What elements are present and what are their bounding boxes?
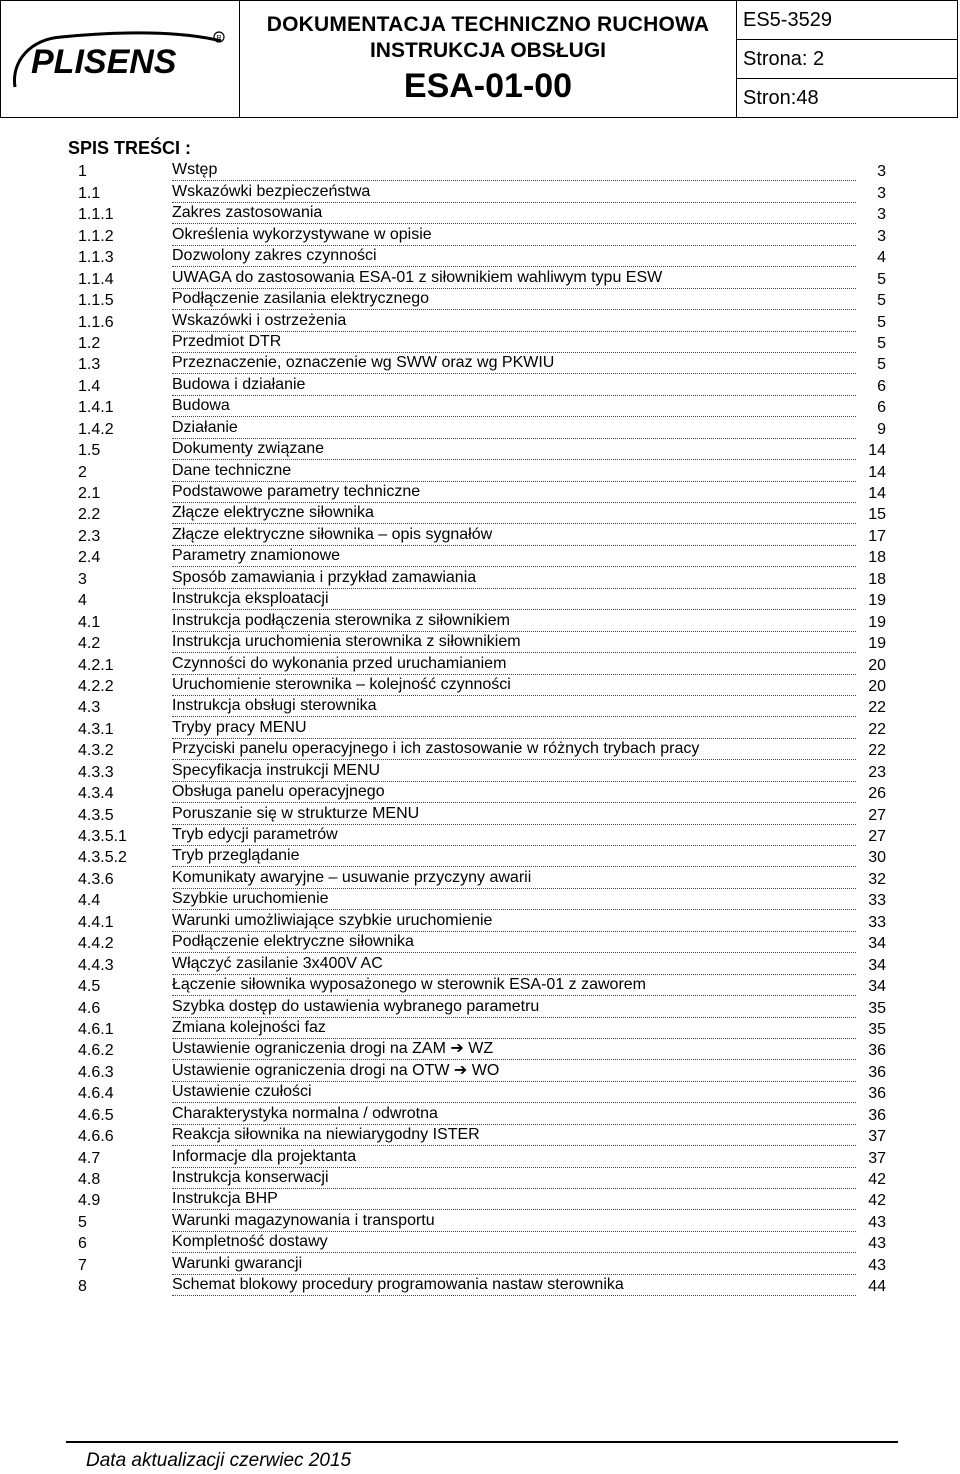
toc-entry-title: Czynności do wykonania przed uruchamianiem — [172, 655, 856, 675]
toc-entry[interactable] — [78, 1018, 886, 1039]
toc-entry[interactable] — [78, 1168, 886, 1189]
toc-entry[interactable] — [78, 546, 886, 567]
toc-entry[interactable] — [78, 332, 886, 353]
toc-entry-page: 43 — [868, 1235, 886, 1253]
toc-entry-page: 26 — [868, 785, 886, 803]
toc-entry-page: 42 — [868, 1171, 886, 1188]
toc-entry-title: Dane techniczne — [172, 462, 856, 482]
toc-entry[interactable] — [78, 246, 886, 267]
toc-entry-page: 5 — [877, 313, 886, 331]
toc-entry-number: 1.5 — [78, 442, 101, 460]
toc-entry-page: 34 — [868, 935, 886, 953]
toc-entry-title: Przeznaczenie, oznaczenie wg SWW oraz wg PKWIU — [172, 354, 856, 374]
toc-entry-page: 20 — [868, 656, 886, 674]
toc-entry-number: 4.7 — [78, 1149, 101, 1167]
toc-entry-title: Instrukcja eksploatacji — [172, 590, 856, 610]
toc-entry-title: Kompletność dostawy — [172, 1233, 856, 1253]
doc-code: ES5-3529 — [737, 1, 957, 40]
toc-entry-number: 4.6.4 — [78, 1085, 114, 1103]
toc-entry-title: Szybkie uruchomienie — [172, 890, 856, 910]
toc-entry-number: 1.1.6 — [78, 313, 114, 331]
toc-entry[interactable] — [78, 867, 886, 888]
toc-entry-title: Podłączenie zasilania elektrycznego — [172, 290, 856, 310]
toc-entry-number: 4.3 — [78, 699, 101, 717]
toc-entry[interactable] — [78, 696, 886, 717]
toc-entry-page: 20 — [868, 677, 886, 695]
toc-entry-title: Warunki gwarancji — [172, 1255, 856, 1275]
toc-entry[interactable] — [78, 589, 886, 610]
toc-entry[interactable] — [78, 353, 886, 374]
toc-entry-page: 33 — [868, 913, 886, 931]
toc-entry-title: Wskazówki bezpieczeństwa — [172, 183, 856, 203]
toc-entry-number: 1.1 — [78, 184, 101, 202]
toc-entry-number: 6 — [78, 1235, 87, 1253]
toc-entry-number: 4.2 — [78, 635, 101, 653]
toc-entry-number: 7 — [78, 1256, 87, 1274]
toc-entry-title: Schemat blokowy procedury programowania nastaw sterownika — [172, 1276, 856, 1296]
toc-entry-title: Dozwolony zakres czynności — [172, 247, 856, 267]
toc-entry-number: 4.3.5.1 — [78, 828, 127, 845]
toc-entry-page: 37 — [868, 1128, 886, 1146]
toc-entry-number: 2.3 — [78, 527, 101, 545]
toc-entry-page: 14 — [868, 485, 886, 502]
toc-entry-title: Łączenie siłownika wyposażonego w sterownik ESA-01 z zaworem — [172, 976, 856, 996]
toc-entry-title: Poruszanie się w strukturze MENU — [172, 805, 856, 825]
toc-entry-title: Zakres zastosowania — [172, 204, 856, 224]
svg-text:R: R — [216, 35, 222, 42]
toc-entry-number: 1.4.1 — [78, 399, 114, 417]
toc-entry-page: 34 — [868, 978, 886, 996]
toc-entry-title: Specyfikacja instrukcji MENU — [172, 762, 856, 782]
toc-entry-page: 36 — [868, 1042, 886, 1060]
toc-entry-page: 37 — [868, 1149, 886, 1167]
toc-entry[interactable] — [78, 803, 886, 824]
toc-entry[interactable] — [78, 653, 886, 674]
toc-entry[interactable] — [78, 610, 886, 631]
toc-entry-page: 22 — [868, 699, 886, 717]
toc-entry[interactable] — [78, 953, 886, 974]
toc-title: SPIS TREŚCI : — [68, 138, 192, 158]
toc-entry[interactable] — [78, 503, 886, 524]
toc-entry[interactable] — [78, 267, 886, 288]
toc-entry[interactable] — [78, 1039, 886, 1060]
toc-entry[interactable] — [78, 825, 886, 846]
toc-entry[interactable] — [78, 632, 886, 653]
toc-entry-number: 4.3.6 — [78, 870, 114, 888]
toc-entry[interactable] — [78, 846, 886, 867]
toc-entry-number: 4.6.5 — [78, 1106, 114, 1124]
toc-entry-page: 3 — [877, 206, 886, 224]
page-count: Stron:48 — [743, 86, 819, 109]
toc-entry-page: 35 — [868, 1020, 886, 1038]
toc-entry[interactable] — [78, 717, 886, 738]
toc-entry-title: Ustawienie ograniczenia drogi na ZAM ➔ WZ — [172, 1038, 856, 1060]
toc-entry-title: Szybka dostęp do ustawienia wybranego parametru — [172, 998, 856, 1018]
toc-entry-page: 23 — [868, 763, 886, 781]
toc-entry-title: Sposób zamawiania i przykład zamawiania — [172, 569, 856, 589]
toc-entry[interactable] — [78, 224, 886, 245]
toc-entry-number: 4.3.2 — [78, 742, 114, 760]
toc-entry-number: 1.4.2 — [78, 420, 114, 438]
toc-entry[interactable] — [78, 1125, 886, 1146]
toc-entry-number: 4 — [78, 592, 87, 610]
toc-entry-number: 1 — [78, 163, 87, 181]
toc-entry[interactable] — [78, 932, 886, 953]
toc-entry-page: 30 — [868, 849, 886, 867]
toc-entry-page: 33 — [868, 892, 886, 910]
toc-entry-number: 2 — [78, 463, 87, 481]
toc-entry-title: Komunikaty awaryjne – usuwanie przyczyny awarii — [172, 869, 856, 889]
toc-entry-title: Warunki magazynowania i transportu — [172, 1212, 856, 1232]
toc-entry-title: Podłączenie elektryczne siłownika — [172, 933, 856, 953]
toc-entry-page: 27 — [868, 806, 886, 824]
toc-entry-page: 5 — [877, 292, 886, 310]
toc-entry-page: 36 — [868, 1085, 886, 1103]
toc-entry[interactable] — [78, 975, 886, 996]
logo-graphic — [1, 1, 239, 119]
toc-entry-page: 27 — [868, 828, 886, 845]
toc-entry-number: 4.8 — [78, 1171, 101, 1188]
toc-entry-title: Tryb przeglądanie — [172, 847, 856, 867]
toc-entry-number: 4.4.1 — [78, 913, 114, 931]
toc-entry[interactable] — [78, 181, 886, 202]
toc-entry-page: 36 — [868, 1063, 886, 1081]
toc-entry-title: Obsługa panelu operacyjnego — [172, 783, 856, 803]
toc-entry-number: 4.4.3 — [78, 956, 114, 974]
toc-entry-page: 3 — [877, 227, 886, 245]
toc-entry-number: 1.4 — [78, 377, 101, 395]
svg-text:PLISENS: PLISENS — [31, 43, 177, 81]
toc-entry-number: 1.1.3 — [78, 249, 114, 267]
toc-entry-title: Wskazówki i ostrzeżenia — [172, 312, 856, 332]
toc-entry-number: 2.4 — [78, 549, 101, 567]
toc-entry-page: 14 — [868, 442, 886, 460]
toc-entry-page: 6 — [877, 399, 886, 417]
toc-entry[interactable] — [78, 417, 886, 438]
toc-entry-title: Zmiana kolejności faz — [172, 1019, 856, 1039]
toc-entry-page: 9 — [877, 420, 886, 438]
toc-entry-title: Złącze elektryczne siłownika – opis sygnałów — [172, 526, 856, 546]
toc-entry-title: Instrukcja obsługi sterownika — [172, 697, 856, 717]
footer-divider — [66, 1441, 898, 1443]
toc-entry-number: 1.3 — [78, 356, 101, 374]
toc-entry-number: 4.1 — [78, 613, 101, 631]
product-code: ESA-01-00 — [403, 67, 573, 105]
toc-entry-title: Złącze elektryczne siłownika — [172, 504, 856, 524]
toc-entry-title: Instrukcja konserwacji — [172, 1169, 856, 1189]
toc-entry-title: Włączyć zasilanie 3x400V AC — [172, 955, 856, 975]
toc-entry[interactable] — [78, 1082, 886, 1103]
toc-entry[interactable] — [78, 675, 886, 696]
toc-entry-page: 22 — [868, 720, 886, 738]
toc-entry-title: Budowa i działanie — [172, 376, 856, 396]
footer-date: Data aktualizacji czerwiec 2015 — [86, 1450, 352, 1471]
toc-entry-page: 43 — [868, 1213, 886, 1231]
toc-entry-number: 4.4 — [78, 892, 101, 910]
toc-entry-page: 19 — [868, 613, 886, 631]
toc-entry-number: 4.6.1 — [78, 1020, 114, 1038]
toc-entry-number: 4.4.2 — [78, 935, 114, 953]
toc-entry[interactable] — [78, 996, 886, 1017]
toc-entry[interactable] — [78, 1189, 886, 1210]
toc-entry-title: Wstęp — [172, 161, 856, 181]
toc-entry[interactable] — [78, 782, 886, 803]
toc-entry-number: 4.2.2 — [78, 677, 114, 695]
toc-entry[interactable] — [78, 460, 886, 481]
toc-entry-number: 4.3.3 — [78, 763, 114, 781]
toc-entry-page: 36 — [868, 1106, 886, 1124]
page-number: Strona: 2 — [737, 40, 957, 79]
header-info-block — [737, 1, 957, 117]
toc-entry[interactable] — [78, 439, 886, 460]
toc-entry[interactable] — [78, 910, 886, 931]
toc-entry[interactable] — [78, 1146, 886, 1167]
toc-entry-page: 5 — [877, 356, 886, 374]
toc-entry[interactable] — [78, 310, 886, 331]
toc-entry[interactable] — [78, 482, 886, 503]
toc-entry-number: 4.6.3 — [78, 1063, 114, 1081]
toc-entry[interactable] — [78, 374, 886, 395]
toc-entry-page: 5 — [877, 270, 886, 288]
toc-entry[interactable] — [78, 739, 886, 760]
toc-entry-page: 19 — [868, 635, 886, 653]
toc-entry[interactable] — [78, 1060, 886, 1081]
document-header — [0, 0, 958, 118]
toc-entry-title: Reakcja siłownika na niewiarygodny ISTER — [172, 1126, 856, 1146]
toc-entry-page: 34 — [868, 956, 886, 974]
toc-entry-page: 32 — [868, 870, 886, 888]
toc-entry[interactable] — [78, 524, 886, 545]
toc-entry-title: Budowa — [172, 397, 856, 417]
toc-entry[interactable] — [78, 289, 886, 310]
aplisens-logo — [1, 1, 240, 117]
doc-subtitle: INSTRUKCJA OBSŁUGI — [369, 39, 607, 62]
toc-entry[interactable] — [78, 1253, 886, 1274]
toc-entry[interactable] — [78, 889, 886, 910]
toc-entry[interactable] — [78, 1103, 886, 1124]
toc-entry-title: Działanie — [172, 419, 856, 439]
toc-entry-number: 1.1.4 — [78, 270, 114, 288]
toc-entry-number: 2.2 — [78, 506, 101, 524]
toc-entry[interactable] — [78, 1232, 886, 1253]
toc-entry-number: 1.1.1 — [78, 206, 114, 224]
toc-entry-title: Dokumenty związane — [172, 440, 856, 460]
toc-entry-title: Ustawienie ograniczenia drogi na OTW ➔ WO — [172, 1060, 856, 1082]
toc-entry-title: Uruchomienie sterownika – kolejność czynności — [172, 676, 856, 696]
toc-entry-page: 19 — [868, 592, 886, 610]
toc-entry-number: 4.3.5 — [78, 806, 114, 824]
toc-entry-number: 4.6 — [78, 999, 101, 1017]
toc-entry-title: Podstawowe parametry techniczne — [172, 483, 856, 503]
toc-entry-number: 3 — [78, 570, 87, 588]
toc-entry-title: Tryb edycji parametrów — [172, 826, 856, 846]
toc-entry-number: 2.1 — [78, 485, 101, 502]
toc-entry-number: 5 — [78, 1213, 87, 1231]
toc-entry[interactable] — [78, 396, 886, 417]
toc-entry-page: 3 — [877, 184, 886, 202]
toc-entry-title: Ustawienie czułości — [172, 1083, 856, 1103]
toc-entry-title: Instrukcja BHP — [172, 1190, 856, 1210]
toc-entry-page: 5 — [877, 334, 886, 352]
toc-entry-title: Instrukcja podłączenia sterownika z siłownikiem — [172, 612, 856, 632]
toc-entry-page: 18 — [868, 570, 886, 588]
toc-entry-number: 1.1.5 — [78, 292, 114, 310]
toc-entry-title: Informacje dla projektanta — [172, 1148, 856, 1168]
toc-entry[interactable] — [78, 760, 886, 781]
toc-entry[interactable] — [78, 1210, 886, 1231]
toc-entry-title: Przyciski panelu operacyjnego i ich zastosowanie w różnych trybach pracy — [172, 740, 856, 760]
toc-entry-number: 4.3.5.2 — [78, 849, 127, 867]
toc-entry-page: 4 — [877, 249, 886, 267]
toc-entry-page: 35 — [868, 999, 886, 1017]
toc-entry-page: 42 — [868, 1192, 886, 1210]
toc-entry-page: 17 — [868, 527, 886, 545]
toc-entry-page: 22 — [868, 742, 886, 760]
toc-entry-page: 14 — [868, 463, 886, 481]
toc-entry-page: 6 — [877, 377, 886, 395]
toc-entry-page: 3 — [877, 163, 886, 181]
toc-entry-number: 1.1.2 — [78, 227, 114, 245]
toc-entry-number: 4.9 — [78, 1192, 101, 1210]
toc-entry-title: Parametry znamionowe — [172, 547, 856, 567]
toc-entry-title: UWAGA do zastosowania ESA-01 z siłownikiem wahliwym typu ESW — [172, 269, 856, 289]
doc-type-title: DOKUMENTACJA TECHNICZNO RUCHOWA — [266, 13, 710, 36]
toc-entry-number: 8 — [78, 1278, 87, 1296]
toc-entry-number: 4.3.1 — [78, 720, 114, 738]
toc-entry-title: Określenia wykorzystywane w opisie — [172, 226, 856, 246]
toc-entry[interactable] — [78, 203, 886, 224]
toc-entry-number: 4.6.2 — [78, 1042, 114, 1060]
toc-entry-title: Tryby pracy MENU — [172, 719, 856, 739]
header-title-block — [240, 1, 737, 117]
toc-entry[interactable] — [78, 1275, 886, 1296]
toc-entry[interactable] — [78, 160, 886, 181]
toc-entry-page: 15 — [868, 506, 886, 524]
toc-entry-title: Przedmiot DTR — [172, 333, 856, 353]
toc-entry[interactable] — [78, 567, 886, 588]
table-of-contents — [78, 160, 886, 1296]
toc-entry-page: 18 — [868, 549, 886, 567]
toc-entry-number: 4.3.4 — [78, 785, 114, 803]
toc-entry-number: 4.5 — [78, 978, 101, 996]
toc-entry-title: Instrukcja uruchomienia sterownika z siłownikiem — [172, 633, 856, 653]
toc-entry-page: 44 — [868, 1278, 886, 1296]
toc-entry-number: 4.2.1 — [78, 656, 114, 674]
toc-entry-number: 4.6.6 — [78, 1128, 114, 1146]
toc-entry-number: 1.2 — [78, 334, 101, 352]
toc-entry-page: 43 — [868, 1256, 886, 1274]
toc-entry-title: Charakterystyka normalna / odwrotna — [172, 1105, 856, 1125]
toc-entry-title: Warunki umożliwiające szybkie uruchomienie — [172, 912, 856, 932]
